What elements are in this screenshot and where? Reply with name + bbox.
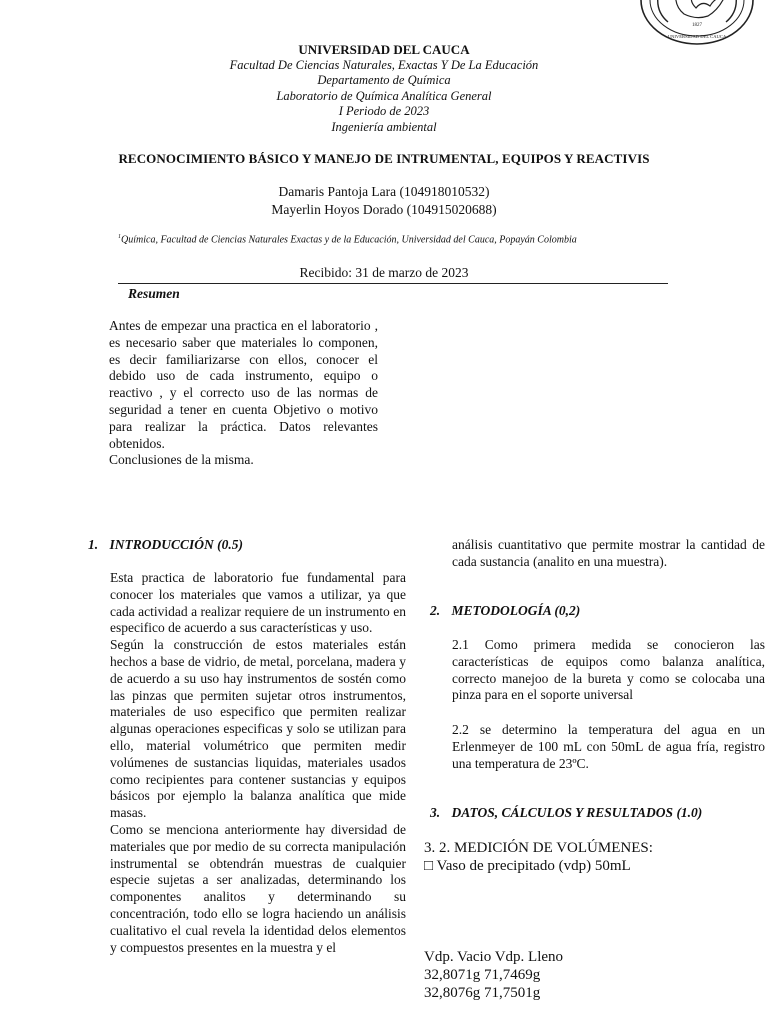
results-heading xyxy=(430,805,702,821)
method-paragraph-1: 2.1 Como primera medida se conocieron las características de equipos como balanza analítica, correcto manejoo de la bureta y como se colocaba una pinza para en el soporte universal xyxy=(452,637,765,703)
seal-year: 1827 xyxy=(692,23,702,28)
program-line: Ingeniería ambiental xyxy=(331,120,437,134)
affiliation-mark: 1 xyxy=(118,234,121,240)
method-heading xyxy=(430,603,580,619)
period-line: I Periodo de 2023 xyxy=(338,104,430,118)
intro-continuation: análisis cuantitativo que permite mostrar la cantidad de cada sustancia (analito en una muestra). xyxy=(452,537,765,569)
intro-paragraph-1: Esta practica de laboratorio fue fundamental para conocer los materiales que vamos a utilizar, ya que cada actividad a realizar requiere de un instrumento en especifico de acuerdo a sus características y uso. xyxy=(110,570,406,636)
affiliation xyxy=(118,234,577,245)
measurement-row-2: 32,8076g 71,7501g xyxy=(424,985,541,1001)
results-title: DATOS, CÁLCULOS Y RESULTADOS (1.0) xyxy=(451,805,703,820)
results-subheading: 3. 2. MEDICIÓN DE VOLÚMENES: xyxy=(424,840,653,856)
method-paragraph-2: 2.2 se determino la temperatura del agua en un Erlenmeyer de 100 mL con 50mL de agua fría, registro una temperatura de 23ºC. xyxy=(452,722,765,771)
header-divider xyxy=(118,283,668,284)
abstract-body xyxy=(109,318,378,469)
intro-paragraph-3: Como se menciona anteriormente hay diversidad de materiales que por medio de su correcta manipulación instrumental se obtendrán muestras de cualquier especie sujetas a ser analizadas, determinando los componentes analitos y determinando su concentración, todo ello se logra haciendo un análisis cualitativo el cual revela la identidad delos elementos y compuestos presentes en la muestra y el xyxy=(110,821,406,955)
document-title: RECONOCIMIENTO BÁSICO Y MANEJO DE INTRUMENTAL, EQUIPOS Y REACTIVIS xyxy=(118,151,650,166)
intro-paragraph-2: Según la construcción de estos materiales están hechos a base de vidrio, de metal, porcelana, madera y de acuerdo a su uso hay instrumentos de sostén como las pinzas que permiten sujetar otros instrumentos, materiales de uso especifico que permiten realizar algunas operaciones especificas y solo se utilizan para ello, material volumétrico que permiten medir volúmenes de sustancias liquidas, materiales usados como recipientes para contener sustancias y equipos básicos por ejemplo la balanza analítica que mide masas. xyxy=(110,637,406,821)
intro-number: 1. xyxy=(88,537,99,552)
faculty-line: Facultad De Ciencias Naturales, Exactas Y De La Educación xyxy=(229,58,539,72)
affiliation-text: Química, Facultad de Ciencias Naturales Exactas y de la Educación, Universidad del Cauca, Popayán Colombia xyxy=(121,234,577,246)
results-number: 3. xyxy=(430,805,441,820)
received-date: Recibido: 31 de marzo de 2023 xyxy=(299,265,469,280)
lab-line: Laboratorio de Química Analítica General xyxy=(276,89,492,103)
measurement-table-header: Vdp. Vacio Vdp. Lleno xyxy=(424,949,564,965)
abstract-conclusion: Conclusiones de la misma. xyxy=(109,452,254,468)
method-number: 2. xyxy=(430,603,441,618)
intro-heading xyxy=(88,537,243,553)
university-seal-logo xyxy=(638,0,756,46)
measurement-row-1: 32,8071g 71,7469g xyxy=(424,967,541,983)
abstract-text: Antes de empezar una practica en el laboratorio , es necesario saber que materiales lo componen, es decir familiarizarse con ellos, conocer el debido uso de cada instrumento, equipo o reactivo , y el correcto uso de las normas de seguridad a tener en cuenta Objetivo o motivo para realizar la práctica. Datos relevantes obtenidos. xyxy=(109,318,378,451)
author-2: Mayerlin Hoyos Dorado (104915020688) xyxy=(271,202,497,217)
abstract-heading: Resumen xyxy=(128,286,180,301)
results-bullet: □ Vaso de precipitado (vdp) 50mL xyxy=(424,858,631,874)
intro-title: INTRODUCCIÓN (0.5) xyxy=(109,537,244,552)
method-title: METODOLOGÍA (0,2) xyxy=(451,603,581,618)
seal-text: UNIVERSIDAD DEL CAUCA xyxy=(667,34,727,39)
intro-body xyxy=(110,570,406,956)
author-1: Damaris Pantoja Lara (104918010532) xyxy=(278,184,490,199)
university-name: UNIVERSIDAD DEL CAUCA xyxy=(298,42,470,57)
department-line: Departamento de Química xyxy=(317,73,451,87)
